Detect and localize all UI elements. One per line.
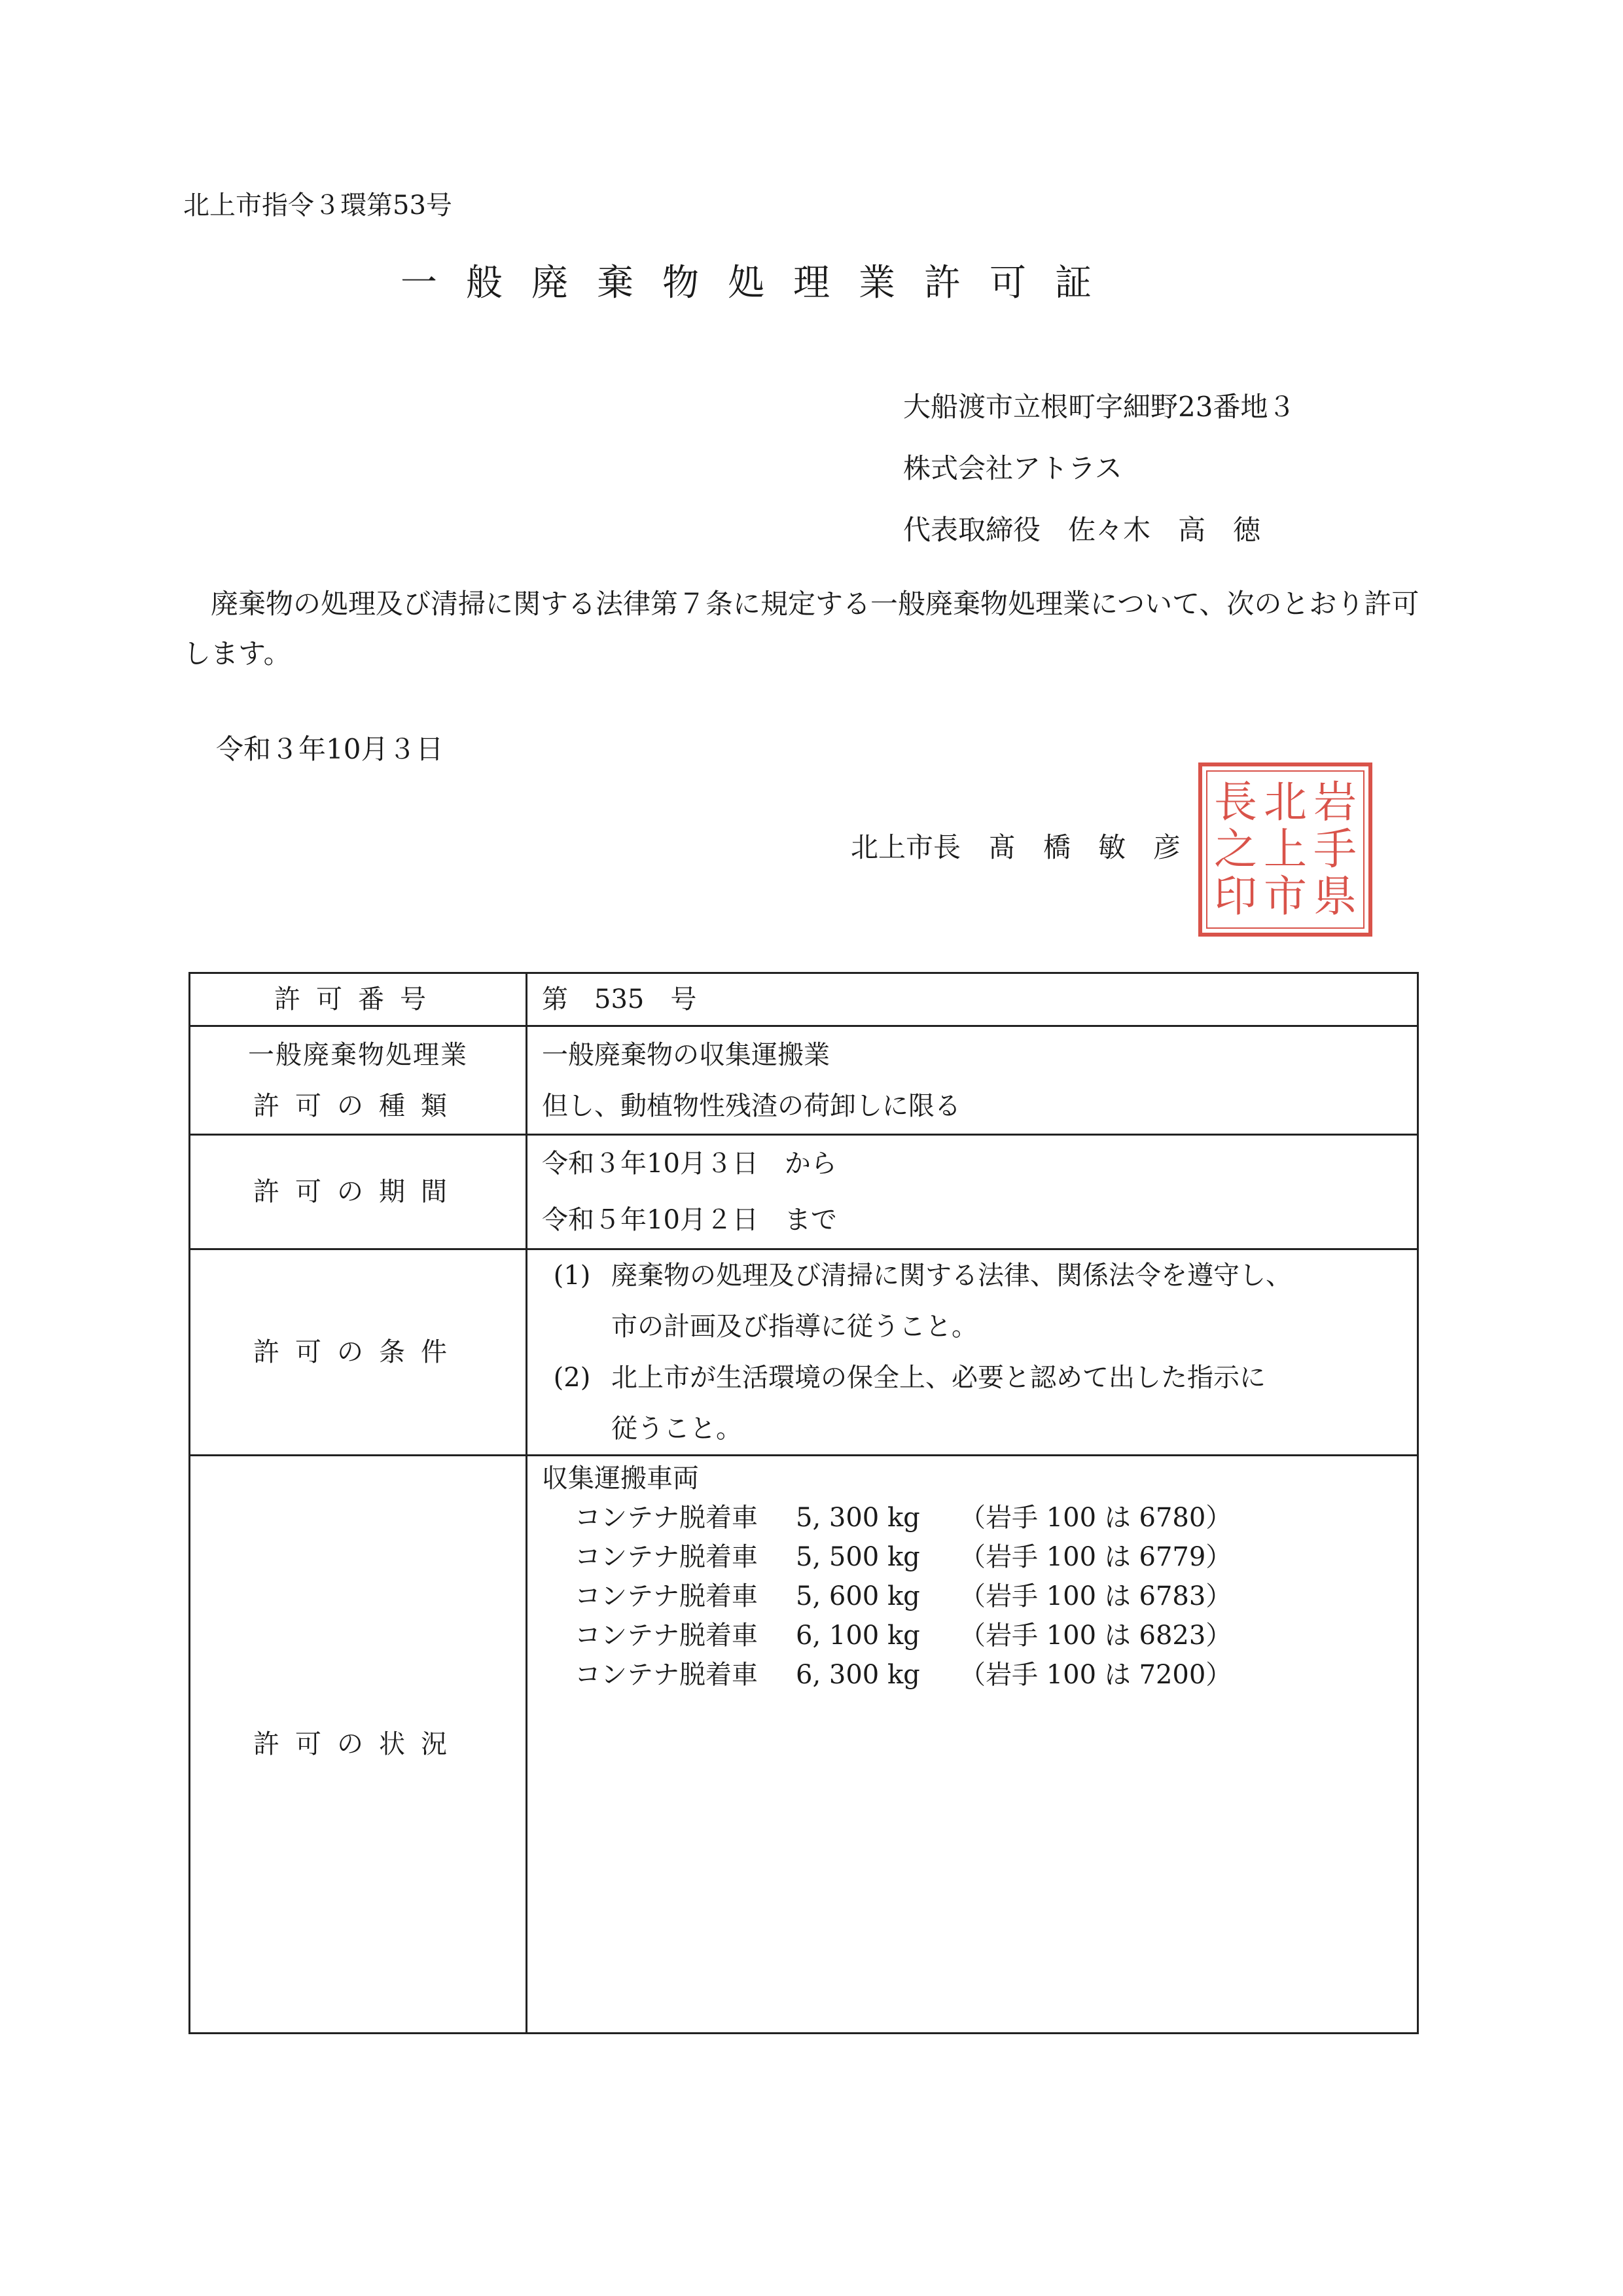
row-permit-type (190, 1026, 1418, 1135)
condition-text: 北上市が生活環境の保全上、必要と認めて出した指示に (611, 1363, 1266, 1393)
vehicle-type: コンテナ脱着車 (575, 1503, 758, 1533)
document-title: 一般廃棄物処理業許可証 (401, 262, 1120, 304)
vehicle-type: コンテナ脱着車 (575, 1542, 758, 1572)
condition-text-continued: 市の計画及び指導に従うこと。 (611, 1312, 978, 1342)
value-permit-type (527, 1026, 1418, 1135)
row-permit-period (190, 1135, 1418, 1249)
condition-item (533, 1250, 1417, 1352)
recipient-company: 株式会社アトラス (903, 452, 1122, 484)
recipient-block (903, 376, 1295, 561)
vehicle-type: コンテナ脱着車 (575, 1621, 758, 1651)
vehicle-plate: （岩手 100 は 6783） (959, 1581, 1232, 1611)
period-from: 令和３年10月３日 から (542, 1149, 837, 1179)
row-permit-status (190, 1456, 1418, 2034)
vehicle-weight: 6, 100 kg (796, 1621, 920, 1651)
label-permit-type-line1: 一般廃棄物処理業 (248, 1039, 468, 1070)
label-permit-type-line2: 許可の種類 (253, 1090, 463, 1121)
permit-details-table (188, 972, 1419, 2034)
value-permit-period (527, 1135, 1418, 1249)
value-permit-status (527, 1456, 1418, 2034)
seal-character: 北 (1264, 777, 1307, 827)
label-permit-conditions: 許可の条件 (190, 1249, 527, 1456)
vehicle-list (542, 1498, 1417, 1695)
vehicle-plate: （岩手 100 は 6823） (959, 1621, 1232, 1651)
vehicle-plate: （岩手 100 は 6779） (959, 1542, 1232, 1572)
label-permit-status: 許可の状況 (190, 1456, 527, 2034)
vehicle-row (542, 1616, 1417, 1655)
vehicle-weight: 5, 300 kg (796, 1503, 920, 1533)
value-permit-type-line1: 一般廃棄物の収集運搬業 (542, 1039, 830, 1070)
vehicle-type: コンテナ脱着車 (575, 1660, 758, 1690)
vehicle-type: コンテナ脱着車 (575, 1581, 758, 1611)
vehicle-weight: 6, 300 kg (796, 1660, 920, 1690)
seal-character: 之 (1214, 824, 1257, 874)
official-seal (1196, 761, 1374, 939)
condition-number: (1) (553, 1261, 591, 1291)
vehicles-heading: 収集運搬車両 (542, 1463, 699, 1494)
condition-text-continued: 従うこと。 (611, 1414, 742, 1444)
document-number: 北上市指令３環第53号 (183, 190, 452, 221)
label-permit-type (190, 1026, 527, 1135)
vehicle-row (542, 1498, 1417, 1537)
vehicle-row (542, 1537, 1417, 1577)
condition-item (533, 1352, 1417, 1454)
vehicle-plate: （岩手 100 は 7200） (959, 1660, 1232, 1690)
issue-date: 令和３年10月３日 (216, 733, 444, 765)
recipient-address: 大船渡市立根町字細野23番地３ (903, 391, 1296, 423)
label-permit-number: 許可番号 (190, 973, 527, 1026)
seal-character: 手 (1313, 824, 1357, 874)
seal-character: 県 (1313, 871, 1357, 922)
recipient-representative: 代表取締役 佐々木 高 徳 (903, 514, 1261, 546)
seal-character: 市 (1264, 871, 1307, 922)
vehicle-weight: 5, 600 kg (796, 1581, 920, 1611)
value-permit-number: 第 535 号 (527, 973, 1418, 1026)
vehicle-plate: （岩手 100 は 6780） (959, 1503, 1232, 1533)
issuer-name: 北上市長 髙 橋 敏 彦 (851, 831, 1181, 863)
seal-character: 上 (1264, 824, 1307, 874)
seal-character: 岩 (1313, 777, 1357, 827)
value-permit-type-line2: 但し、動植物性残渣の荷卸しに限る (542, 1090, 961, 1121)
vehicle-row (542, 1655, 1417, 1695)
permit-statement: 廃棄物の処理及び清掃に関する法律第７条に規定する一般廃棄物処理業について、次のとおり許可します。 (183, 588, 1419, 670)
seal-character: 長 (1214, 777, 1257, 827)
period-to: 令和５年10月２日 まで (542, 1205, 837, 1235)
value-permit-conditions (527, 1249, 1418, 1456)
vehicle-weight: 5, 500 kg (796, 1542, 920, 1572)
condition-number: (2) (553, 1363, 591, 1393)
row-permit-number (190, 973, 1418, 1026)
row-permit-conditions (190, 1249, 1418, 1456)
seal-character: 印 (1214, 871, 1257, 922)
condition-text: 廃棄物の処理及び清掃に関する法律、関係法令を遵守し、 (611, 1261, 1292, 1291)
vehicle-row (542, 1577, 1417, 1616)
label-permit-period: 許可の期間 (190, 1135, 527, 1249)
